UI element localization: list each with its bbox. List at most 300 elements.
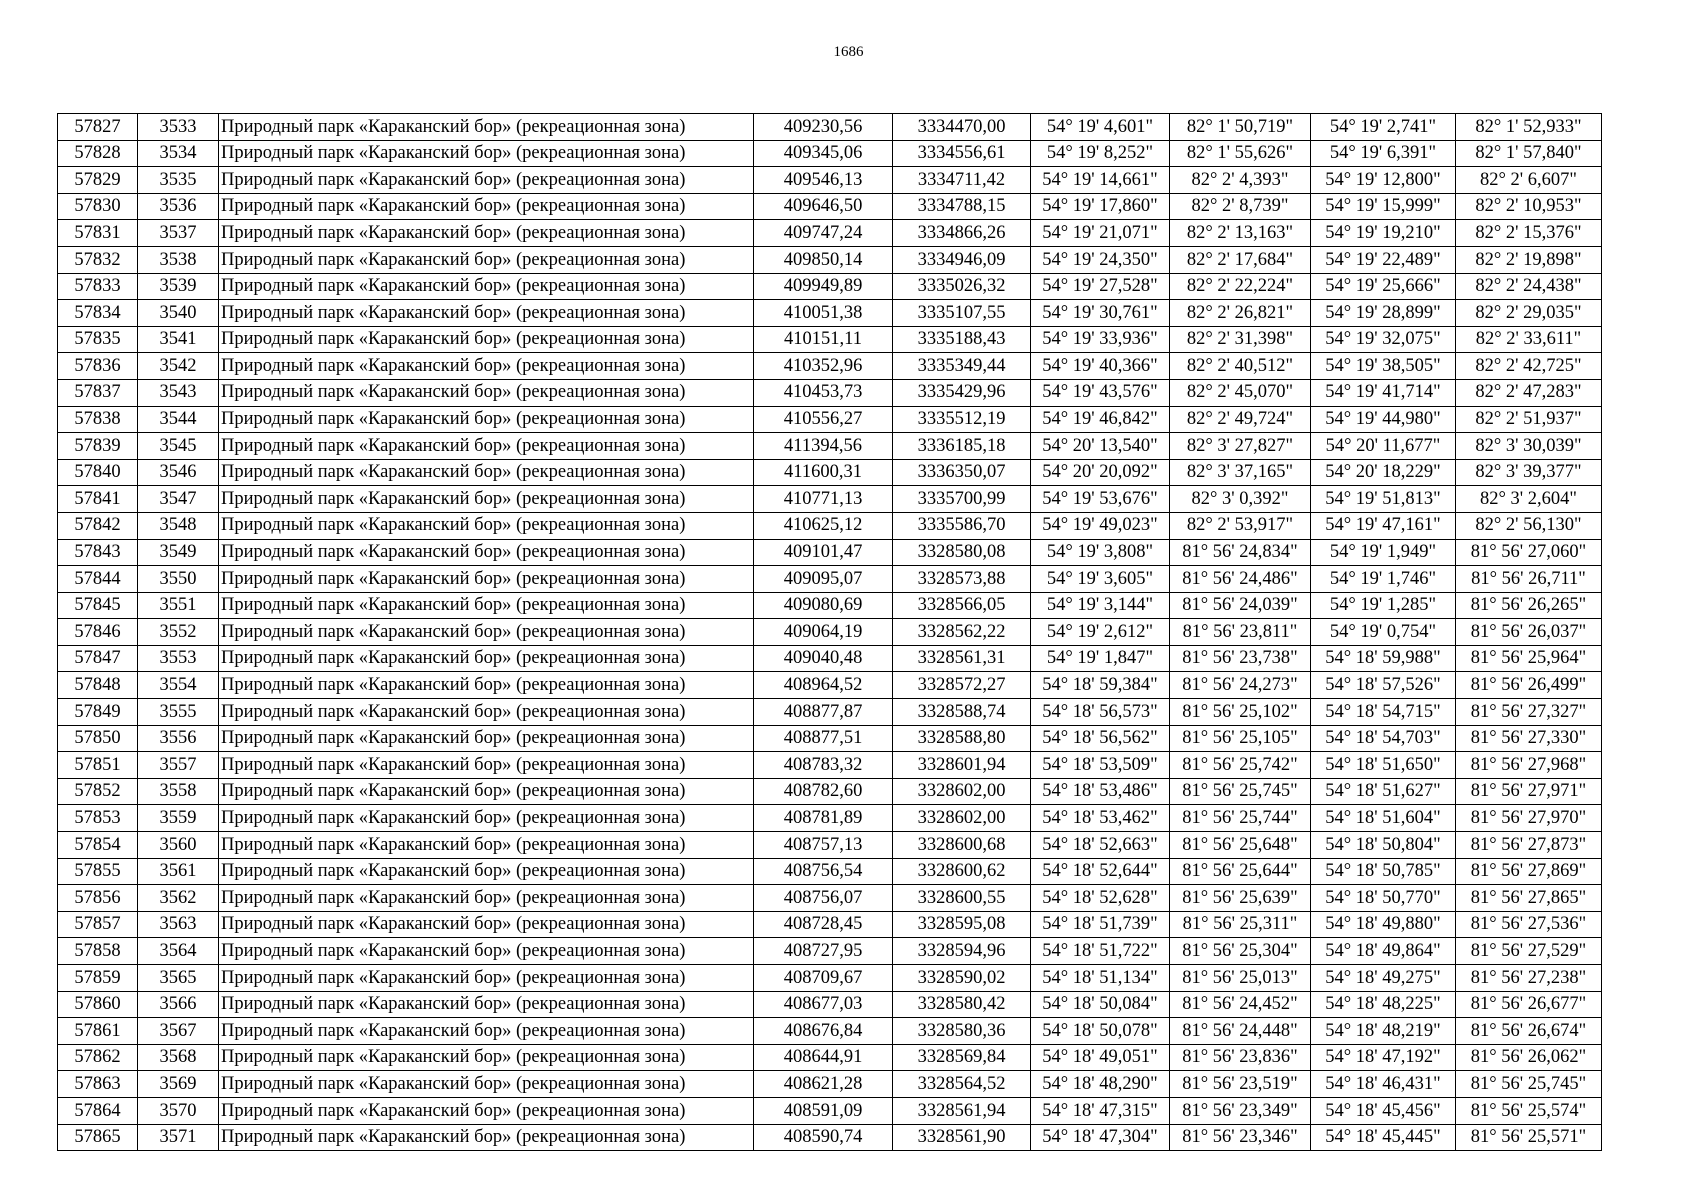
record-id-cell: 57854 <box>58 832 138 859</box>
latitude-1-cell: 54° 20' 13,540" <box>1031 433 1170 460</box>
point-number-cell: 3539 <box>138 273 219 300</box>
y-coordinate-cell: 3334866,26 <box>893 220 1031 247</box>
zone-name-cell: Природный парк «Караканский бор» (рекреационная зона) <box>219 1018 754 1045</box>
latitude-1-cell: 54° 18' 47,315" <box>1031 1097 1170 1124</box>
latitude-1-cell: 54° 18' 51,722" <box>1031 938 1170 965</box>
table-row <box>58 353 1602 380</box>
longitude-1-cell: 81° 56' 25,639" <box>1170 885 1311 912</box>
latitude-2-cell: 54° 18' 59,988" <box>1311 645 1456 672</box>
table-row <box>58 1018 1602 1045</box>
y-coordinate-cell: 3334788,15 <box>893 193 1031 220</box>
zone-name-cell: Природный парк «Караканский бор» (рекреационная зона) <box>219 379 754 406</box>
zone-name-cell: Природный парк «Караканский бор» (рекреационная зона) <box>219 858 754 885</box>
record-id-cell: 57849 <box>58 699 138 726</box>
record-id-cell: 57829 <box>58 167 138 194</box>
table-row <box>58 965 1602 992</box>
latitude-2-cell: 54° 18' 48,219" <box>1311 1018 1456 1045</box>
record-id-cell: 57863 <box>58 1071 138 1098</box>
longitude-2-cell: 81° 56' 25,964" <box>1456 645 1602 672</box>
longitude-1-cell: 82° 2' 17,684" <box>1170 246 1311 273</box>
longitude-1-cell: 82° 2' 22,224" <box>1170 273 1311 300</box>
latitude-1-cell: 54° 18' 50,084" <box>1031 991 1170 1018</box>
latitude-2-cell: 54° 19' 32,075" <box>1311 326 1456 353</box>
x-coordinate-cell: 408756,54 <box>754 858 893 885</box>
longitude-2-cell: 82° 1' 52,933" <box>1456 114 1602 141</box>
table-row <box>58 832 1602 859</box>
latitude-1-cell: 54° 19' 27,528" <box>1031 273 1170 300</box>
longitude-2-cell: 82° 2' 56,130" <box>1456 512 1602 539</box>
table-row <box>58 246 1602 273</box>
y-coordinate-cell: 3328588,74 <box>893 699 1031 726</box>
table-body <box>58 114 1602 1151</box>
table-row <box>58 220 1602 247</box>
table-row <box>58 752 1602 779</box>
y-coordinate-cell: 3328580,42 <box>893 991 1031 1018</box>
longitude-2-cell: 81° 56' 26,265" <box>1456 592 1602 619</box>
latitude-1-cell: 54° 19' 14,661" <box>1031 167 1170 194</box>
zone-name-cell: Природный парк «Караканский бор» (рекреационная зона) <box>219 246 754 273</box>
longitude-2-cell: 82° 2' 47,283" <box>1456 379 1602 406</box>
latitude-2-cell: 54° 18' 50,770" <box>1311 885 1456 912</box>
x-coordinate-cell: 410453,73 <box>754 379 893 406</box>
longitude-1-cell: 81° 56' 25,744" <box>1170 805 1311 832</box>
x-coordinate-cell: 409080,69 <box>754 592 893 619</box>
record-id-cell: 57859 <box>58 965 138 992</box>
latitude-1-cell: 54° 18' 51,739" <box>1031 911 1170 938</box>
longitude-1-cell: 81° 56' 25,311" <box>1170 911 1311 938</box>
zone-name-cell: Природный парк «Караканский бор» (рекреационная зона) <box>219 911 754 938</box>
y-coordinate-cell: 3328561,31 <box>893 645 1031 672</box>
point-number-cell: 3537 <box>138 220 219 247</box>
longitude-1-cell: 82° 2' 31,398" <box>1170 326 1311 353</box>
zone-name-cell: Природный парк «Караканский бор» (рекреационная зона) <box>219 566 754 593</box>
record-id-cell: 57838 <box>58 406 138 433</box>
longitude-2-cell: 82° 2' 19,898" <box>1456 246 1602 273</box>
table-row <box>58 911 1602 938</box>
record-id-cell: 57828 <box>58 140 138 167</box>
latitude-2-cell: 54° 18' 49,275" <box>1311 965 1456 992</box>
x-coordinate-cell: 409064,19 <box>754 619 893 646</box>
x-coordinate-cell: 410352,96 <box>754 353 893 380</box>
point-number-cell: 3557 <box>138 752 219 779</box>
zone-name-cell: Природный парк «Караканский бор» (рекреационная зона) <box>219 220 754 247</box>
record-id-cell: 57834 <box>58 300 138 327</box>
point-number-cell: 3553 <box>138 645 219 672</box>
record-id-cell: 57831 <box>58 220 138 247</box>
point-number-cell: 3570 <box>138 1097 219 1124</box>
longitude-2-cell: 82° 2' 24,438" <box>1456 273 1602 300</box>
longitude-2-cell: 81° 56' 26,037" <box>1456 619 1602 646</box>
point-number-cell: 3564 <box>138 938 219 965</box>
longitude-2-cell: 81° 56' 26,062" <box>1456 1044 1602 1071</box>
zone-name-cell: Природный парк «Караканский бор» (рекреационная зона) <box>219 752 754 779</box>
y-coordinate-cell: 3328573,88 <box>893 566 1031 593</box>
x-coordinate-cell: 410771,13 <box>754 486 893 513</box>
table-row <box>58 193 1602 220</box>
zone-name-cell: Природный парк «Караканский бор» (рекреационная зона) <box>219 433 754 460</box>
y-coordinate-cell: 3328600,55 <box>893 885 1031 912</box>
zone-name-cell: Природный парк «Караканский бор» (рекреационная зона) <box>219 273 754 300</box>
x-coordinate-cell: 409345,06 <box>754 140 893 167</box>
zone-name-cell: Природный парк «Караканский бор» (рекреационная зона) <box>219 539 754 566</box>
x-coordinate-cell: 408727,95 <box>754 938 893 965</box>
longitude-1-cell: 81° 56' 23,346" <box>1170 1124 1311 1151</box>
record-id-cell: 57856 <box>58 885 138 912</box>
latitude-1-cell: 54° 18' 47,304" <box>1031 1124 1170 1151</box>
table-row <box>58 619 1602 646</box>
longitude-2-cell: 82° 2' 42,725" <box>1456 353 1602 380</box>
point-number-cell: 3545 <box>138 433 219 460</box>
latitude-2-cell: 54° 19' 6,391" <box>1311 140 1456 167</box>
latitude-2-cell: 54° 19' 2,741" <box>1311 114 1456 141</box>
record-id-cell: 57832 <box>58 246 138 273</box>
record-id-cell: 57843 <box>58 539 138 566</box>
longitude-2-cell: 81° 56' 27,970" <box>1456 805 1602 832</box>
point-number-cell: 3565 <box>138 965 219 992</box>
table-row <box>58 1071 1602 1098</box>
latitude-1-cell: 54° 18' 48,290" <box>1031 1071 1170 1098</box>
latitude-1-cell: 54° 18' 52,663" <box>1031 832 1170 859</box>
record-id-cell: 57840 <box>58 459 138 486</box>
longitude-1-cell: 82° 3' 27,827" <box>1170 433 1311 460</box>
latitude-2-cell: 54° 19' 38,505" <box>1311 353 1456 380</box>
record-id-cell: 57830 <box>58 193 138 220</box>
zone-name-cell: Природный парк «Караканский бор» (рекреационная зона) <box>219 672 754 699</box>
point-number-cell: 3538 <box>138 246 219 273</box>
y-coordinate-cell: 3328561,94 <box>893 1097 1031 1124</box>
record-id-cell: 57836 <box>58 353 138 380</box>
y-coordinate-cell: 3334711,42 <box>893 167 1031 194</box>
table-row <box>58 459 1602 486</box>
record-id-cell: 57841 <box>58 486 138 513</box>
longitude-1-cell: 81° 56' 25,745" <box>1170 778 1311 805</box>
longitude-1-cell: 82° 2' 26,821" <box>1170 300 1311 327</box>
longitude-2-cell: 81° 56' 25,745" <box>1456 1071 1602 1098</box>
table-row <box>58 539 1602 566</box>
table-row <box>58 592 1602 619</box>
x-coordinate-cell: 410051,38 <box>754 300 893 327</box>
latitude-2-cell: 54° 20' 18,229" <box>1311 459 1456 486</box>
latitude-1-cell: 54° 18' 56,562" <box>1031 725 1170 752</box>
longitude-2-cell: 82° 2' 10,953" <box>1456 193 1602 220</box>
y-coordinate-cell: 3328580,08 <box>893 539 1031 566</box>
y-coordinate-cell: 3334556,61 <box>893 140 1031 167</box>
y-coordinate-cell: 3335512,19 <box>893 406 1031 433</box>
latitude-1-cell: 54° 18' 52,628" <box>1031 885 1170 912</box>
y-coordinate-cell: 3328580,36 <box>893 1018 1031 1045</box>
zone-name-cell: Природный парк «Караканский бор» (рекреационная зона) <box>219 619 754 646</box>
point-number-cell: 3566 <box>138 991 219 1018</box>
zone-name-cell: Природный парк «Караканский бор» (рекреационная зона) <box>219 938 754 965</box>
longitude-1-cell: 82° 2' 4,393" <box>1170 167 1311 194</box>
x-coordinate-cell: 408757,13 <box>754 832 893 859</box>
y-coordinate-cell: 3334946,09 <box>893 246 1031 273</box>
point-number-cell: 3554 <box>138 672 219 699</box>
longitude-1-cell: 81° 56' 23,738" <box>1170 645 1311 672</box>
record-id-cell: 57839 <box>58 433 138 460</box>
point-number-cell: 3533 <box>138 114 219 141</box>
point-number-cell: 3541 <box>138 326 219 353</box>
latitude-2-cell: 54° 18' 57,526" <box>1311 672 1456 699</box>
longitude-1-cell: 81° 56' 23,349" <box>1170 1097 1311 1124</box>
latitude-2-cell: 54° 19' 0,754" <box>1311 619 1456 646</box>
x-coordinate-cell: 408877,87 <box>754 699 893 726</box>
longitude-2-cell: 81° 56' 27,873" <box>1456 832 1602 859</box>
record-id-cell: 57862 <box>58 1044 138 1071</box>
zone-name-cell: Природный парк «Караканский бор» (рекреационная зона) <box>219 1097 754 1124</box>
x-coordinate-cell: 408644,91 <box>754 1044 893 1071</box>
point-number-cell: 3567 <box>138 1018 219 1045</box>
longitude-1-cell: 82° 2' 53,917" <box>1170 512 1311 539</box>
zone-name-cell: Природный парк «Караканский бор» (рекреационная зона) <box>219 805 754 832</box>
table-row <box>58 885 1602 912</box>
longitude-1-cell: 81° 56' 25,105" <box>1170 725 1311 752</box>
longitude-1-cell: 81° 56' 24,273" <box>1170 672 1311 699</box>
x-coordinate-cell: 410556,27 <box>754 406 893 433</box>
latitude-2-cell: 54° 18' 50,785" <box>1311 858 1456 885</box>
x-coordinate-cell: 408781,89 <box>754 805 893 832</box>
latitude-2-cell: 54° 19' 47,161" <box>1311 512 1456 539</box>
longitude-1-cell: 82° 1' 50,719" <box>1170 114 1311 141</box>
longitude-1-cell: 81° 56' 23,811" <box>1170 619 1311 646</box>
y-coordinate-cell: 3335700,99 <box>893 486 1031 513</box>
point-number-cell: 3568 <box>138 1044 219 1071</box>
x-coordinate-cell: 408756,07 <box>754 885 893 912</box>
y-coordinate-cell: 3328602,00 <box>893 778 1031 805</box>
longitude-1-cell: 82° 1' 55,626" <box>1170 140 1311 167</box>
y-coordinate-cell: 3328572,27 <box>893 672 1031 699</box>
record-id-cell: 57847 <box>58 645 138 672</box>
latitude-2-cell: 54° 18' 47,192" <box>1311 1044 1456 1071</box>
latitude-2-cell: 54° 18' 49,880" <box>1311 911 1456 938</box>
point-number-cell: 3562 <box>138 885 219 912</box>
longitude-2-cell: 82° 3' 39,377" <box>1456 459 1602 486</box>
longitude-2-cell: 82° 1' 57,840" <box>1456 140 1602 167</box>
latitude-1-cell: 54° 19' 17,860" <box>1031 193 1170 220</box>
latitude-1-cell: 54° 18' 53,509" <box>1031 752 1170 779</box>
table-row <box>58 140 1602 167</box>
point-number-cell: 3563 <box>138 911 219 938</box>
point-number-cell: 3536 <box>138 193 219 220</box>
zone-name-cell: Природный парк «Караканский бор» (рекреационная зона) <box>219 832 754 859</box>
longitude-2-cell: 81° 56' 27,330" <box>1456 725 1602 752</box>
table-row <box>58 778 1602 805</box>
point-number-cell: 3547 <box>138 486 219 513</box>
point-number-cell: 3551 <box>138 592 219 619</box>
record-id-cell: 57857 <box>58 911 138 938</box>
zone-name-cell: Природный парк «Караканский бор» (рекреационная зона) <box>219 167 754 194</box>
latitude-2-cell: 54° 18' 51,604" <box>1311 805 1456 832</box>
x-coordinate-cell: 408877,51 <box>754 725 893 752</box>
longitude-1-cell: 81° 56' 23,836" <box>1170 1044 1311 1071</box>
longitude-2-cell: 81° 56' 27,536" <box>1456 911 1602 938</box>
y-coordinate-cell: 3328564,52 <box>893 1071 1031 1098</box>
y-coordinate-cell: 3335026,32 <box>893 273 1031 300</box>
table-row <box>58 114 1602 141</box>
latitude-1-cell: 54° 18' 50,078" <box>1031 1018 1170 1045</box>
longitude-1-cell: 82° 2' 13,163" <box>1170 220 1311 247</box>
latitude-1-cell: 54° 19' 53,676" <box>1031 486 1170 513</box>
point-number-cell: 3546 <box>138 459 219 486</box>
latitude-1-cell: 54° 18' 59,384" <box>1031 672 1170 699</box>
longitude-2-cell: 81° 56' 27,968" <box>1456 752 1602 779</box>
zone-name-cell: Природный парк «Караканский бор» (рекреационная зона) <box>219 592 754 619</box>
longitude-2-cell: 82° 2' 15,376" <box>1456 220 1602 247</box>
x-coordinate-cell: 409040,48 <box>754 645 893 672</box>
latitude-2-cell: 54° 19' 51,813" <box>1311 486 1456 513</box>
zone-name-cell: Природный парк «Караканский бор» (рекреационная зона) <box>219 725 754 752</box>
point-number-cell: 3534 <box>138 140 219 167</box>
longitude-2-cell: 81° 56' 27,060" <box>1456 539 1602 566</box>
zone-name-cell: Природный парк «Караканский бор» (рекреационная зона) <box>219 114 754 141</box>
longitude-1-cell: 82° 2' 8,739" <box>1170 193 1311 220</box>
longitude-2-cell: 81° 56' 25,574" <box>1456 1097 1602 1124</box>
point-number-cell: 3548 <box>138 512 219 539</box>
zone-name-cell: Природный парк «Караканский бор» (рекреационная зона) <box>219 645 754 672</box>
x-coordinate-cell: 409095,07 <box>754 566 893 593</box>
table-row <box>58 379 1602 406</box>
y-coordinate-cell: 3335429,96 <box>893 379 1031 406</box>
latitude-2-cell: 54° 18' 48,225" <box>1311 991 1456 1018</box>
y-coordinate-cell: 3336350,07 <box>893 459 1031 486</box>
record-id-cell: 57845 <box>58 592 138 619</box>
y-coordinate-cell: 3336185,18 <box>893 433 1031 460</box>
latitude-1-cell: 54° 20' 20,092" <box>1031 459 1170 486</box>
longitude-1-cell: 81° 56' 25,102" <box>1170 699 1311 726</box>
point-number-cell: 3552 <box>138 619 219 646</box>
point-number-cell: 3560 <box>138 832 219 859</box>
zone-name-cell: Природный парк «Караканский бор» (рекреационная зона) <box>219 353 754 380</box>
latitude-1-cell: 54° 19' 46,842" <box>1031 406 1170 433</box>
table-row <box>58 938 1602 965</box>
latitude-1-cell: 54° 18' 53,486" <box>1031 778 1170 805</box>
table-row <box>58 991 1602 1018</box>
point-number-cell: 3535 <box>138 167 219 194</box>
longitude-1-cell: 81° 56' 25,648" <box>1170 832 1311 859</box>
zone-name-cell: Природный парк «Караканский бор» (рекреационная зона) <box>219 778 754 805</box>
longitude-2-cell: 81° 56' 26,674" <box>1456 1018 1602 1045</box>
latitude-2-cell: 54° 18' 50,804" <box>1311 832 1456 859</box>
longitude-2-cell: 82° 3' 30,039" <box>1456 433 1602 460</box>
latitude-2-cell: 54° 19' 22,489" <box>1311 246 1456 273</box>
y-coordinate-cell: 3328600,68 <box>893 832 1031 859</box>
record-id-cell: 57842 <box>58 512 138 539</box>
longitude-1-cell: 82° 3' 37,165" <box>1170 459 1311 486</box>
longitude-1-cell: 81° 56' 24,452" <box>1170 991 1311 1018</box>
x-coordinate-cell: 408783,32 <box>754 752 893 779</box>
latitude-1-cell: 54° 19' 3,144" <box>1031 592 1170 619</box>
latitude-2-cell: 54° 19' 12,800" <box>1311 167 1456 194</box>
latitude-1-cell: 54° 19' 24,350" <box>1031 246 1170 273</box>
table-row <box>58 1097 1602 1124</box>
x-coordinate-cell: 409747,24 <box>754 220 893 247</box>
longitude-2-cell: 81° 56' 26,677" <box>1456 991 1602 1018</box>
zone-name-cell: Природный парк «Караканский бор» (рекреационная зона) <box>219 140 754 167</box>
latitude-2-cell: 54° 19' 1,746" <box>1311 566 1456 593</box>
zone-name-cell: Природный парк «Караканский бор» (рекреационная зона) <box>219 193 754 220</box>
table-row <box>58 433 1602 460</box>
latitude-2-cell: 54° 19' 1,949" <box>1311 539 1456 566</box>
y-coordinate-cell: 3328588,80 <box>893 725 1031 752</box>
record-id-cell: 57835 <box>58 326 138 353</box>
x-coordinate-cell: 408709,67 <box>754 965 893 992</box>
y-coordinate-cell: 3328595,08 <box>893 911 1031 938</box>
table-row <box>58 645 1602 672</box>
record-id-cell: 57850 <box>58 725 138 752</box>
x-coordinate-cell: 408590,74 <box>754 1124 893 1151</box>
record-id-cell: 57846 <box>58 619 138 646</box>
longitude-1-cell: 81° 56' 25,013" <box>1170 965 1311 992</box>
longitude-2-cell: 82° 2' 33,611" <box>1456 326 1602 353</box>
latitude-1-cell: 54° 19' 43,576" <box>1031 379 1170 406</box>
latitude-2-cell: 54° 19' 44,980" <box>1311 406 1456 433</box>
point-number-cell: 3540 <box>138 300 219 327</box>
latitude-1-cell: 54° 19' 30,761" <box>1031 300 1170 327</box>
table-row <box>58 1044 1602 1071</box>
zone-name-cell: Природный парк «Караканский бор» (рекреационная зона) <box>219 300 754 327</box>
record-id-cell: 57827 <box>58 114 138 141</box>
latitude-2-cell: 54° 18' 45,456" <box>1311 1097 1456 1124</box>
y-coordinate-cell: 3334470,00 <box>893 114 1031 141</box>
record-id-cell: 57861 <box>58 1018 138 1045</box>
latitude-1-cell: 54° 19' 40,366" <box>1031 353 1170 380</box>
x-coordinate-cell: 408676,84 <box>754 1018 893 1045</box>
x-coordinate-cell: 409101,47 <box>754 539 893 566</box>
latitude-1-cell: 54° 19' 1,847" <box>1031 645 1170 672</box>
table-row <box>58 699 1602 726</box>
longitude-2-cell: 81° 56' 27,529" <box>1456 938 1602 965</box>
zone-name-cell: Природный парк «Караканский бор» (рекреационная зона) <box>219 699 754 726</box>
record-id-cell: 57855 <box>58 858 138 885</box>
point-number-cell: 3549 <box>138 539 219 566</box>
longitude-1-cell: 81° 56' 25,644" <box>1170 858 1311 885</box>
longitude-2-cell: 81° 56' 25,571" <box>1456 1124 1602 1151</box>
zone-name-cell: Природный парк «Караканский бор» (рекреационная зона) <box>219 885 754 912</box>
point-number-cell: 3550 <box>138 566 219 593</box>
table-row <box>58 512 1602 539</box>
record-id-cell: 57844 <box>58 566 138 593</box>
latitude-1-cell: 54° 19' 8,252" <box>1031 140 1170 167</box>
latitude-2-cell: 54° 19' 1,285" <box>1311 592 1456 619</box>
point-number-cell: 3571 <box>138 1124 219 1151</box>
y-coordinate-cell: 3335188,43 <box>893 326 1031 353</box>
latitude-2-cell: 54° 18' 49,864" <box>1311 938 1456 965</box>
longitude-1-cell: 82° 2' 40,512" <box>1170 353 1311 380</box>
point-number-cell: 3556 <box>138 725 219 752</box>
coordinates-table <box>57 113 1602 1151</box>
x-coordinate-cell: 411600,31 <box>754 459 893 486</box>
latitude-1-cell: 54° 18' 56,573" <box>1031 699 1170 726</box>
table-row <box>58 326 1602 353</box>
latitude-1-cell: 54° 18' 51,134" <box>1031 965 1170 992</box>
record-id-cell: 57858 <box>58 938 138 965</box>
zone-name-cell: Природный парк «Караканский бор» (рекреационная зона) <box>219 991 754 1018</box>
zone-name-cell: Природный парк «Караканский бор» (рекреационная зона) <box>219 1071 754 1098</box>
record-id-cell: 57853 <box>58 805 138 832</box>
longitude-1-cell: 82° 2' 49,724" <box>1170 406 1311 433</box>
y-coordinate-cell: 3328566,05 <box>893 592 1031 619</box>
y-coordinate-cell: 3328561,90 <box>893 1124 1031 1151</box>
x-coordinate-cell: 408621,28 <box>754 1071 893 1098</box>
zone-name-cell: Природный парк «Караканский бор» (рекреационная зона) <box>219 965 754 992</box>
latitude-1-cell: 54° 19' 2,612" <box>1031 619 1170 646</box>
y-coordinate-cell: 3328602,00 <box>893 805 1031 832</box>
x-coordinate-cell: 408677,03 <box>754 991 893 1018</box>
point-number-cell: 3542 <box>138 353 219 380</box>
latitude-1-cell: 54° 18' 53,462" <box>1031 805 1170 832</box>
zone-name-cell: Природный парк «Караканский бор» (рекреационная зона) <box>219 1124 754 1151</box>
latitude-1-cell: 54° 19' 3,605" <box>1031 566 1170 593</box>
